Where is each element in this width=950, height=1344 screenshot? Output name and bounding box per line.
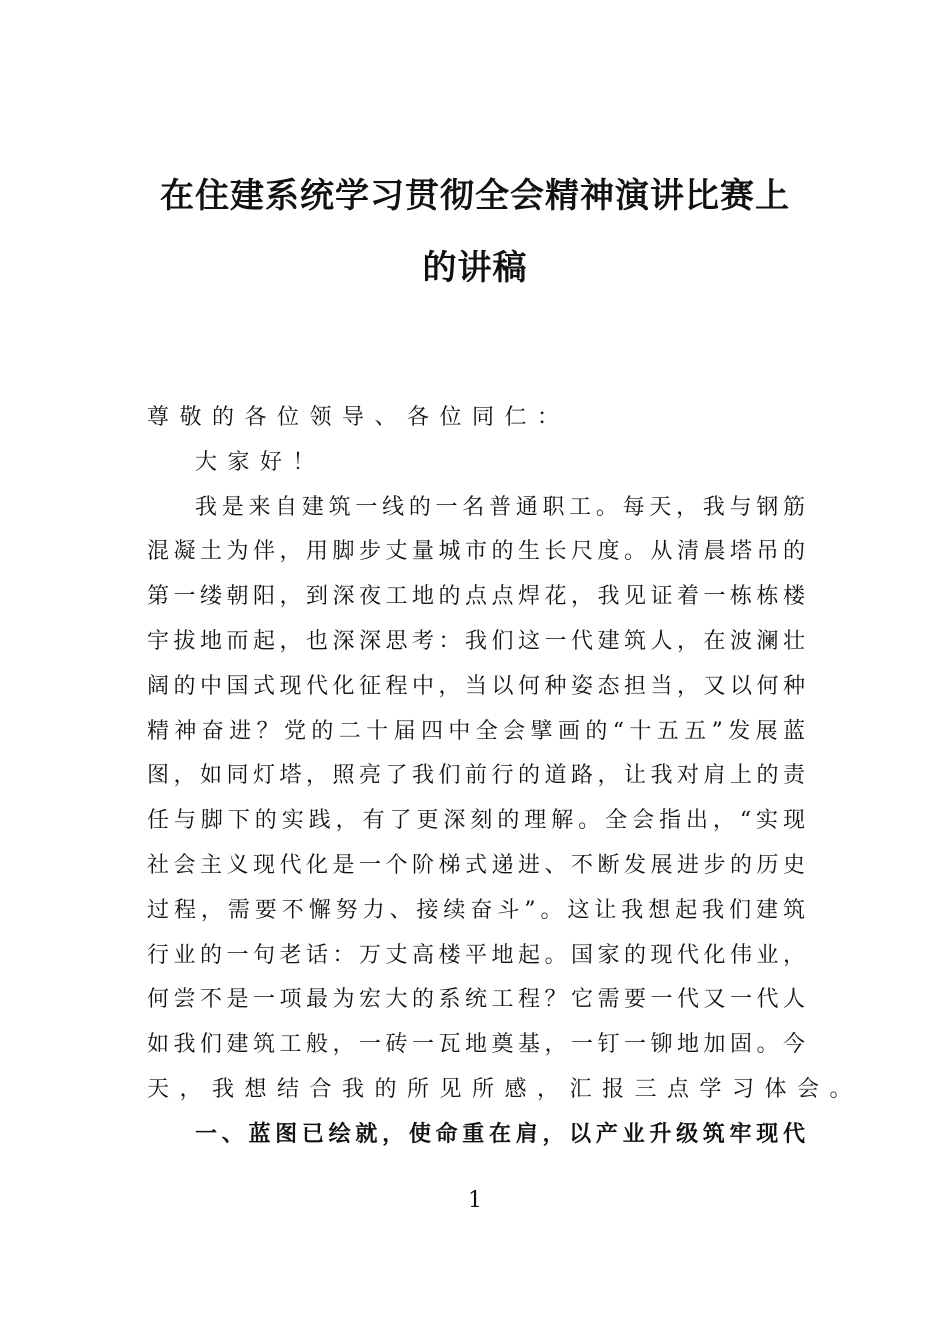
- paragraph-line: 阔的中国式现代化征程中，当以何种姿态担当，又以何种: [147, 673, 805, 699]
- document-body: [147, 396, 863, 1158]
- paragraph-1: [147, 486, 863, 1113]
- paragraph-line: 过程，需要不懈努力、接续奋斗”。这让我想起我们建筑: [147, 897, 805, 923]
- page-number: 1: [468, 1188, 482, 1213]
- greeting: 大家好！: [195, 449, 326, 475]
- paragraph-line: 天，我想结合我的所见所感，汇报三点学习体会。: [147, 1076, 863, 1102]
- document-title-line-1: 在住建系统学习贯彻全会精神演讲比赛上: [160, 176, 790, 216]
- paragraph-line: 行业的一句老话：万丈高楼平地起。国家的现代化伟业，: [147, 942, 805, 968]
- section-heading-1: 一、蓝图已绘就，使命重在肩，以产业升级筑牢现代: [195, 1121, 805, 1147]
- paragraph-line: 图，如同灯塔，照亮了我们前行的道路，让我对肩上的责: [147, 763, 805, 789]
- paragraph-line: 何尝不是一项最为宏大的系统工程？它需要一代又一代人: [147, 987, 805, 1013]
- document-title-line-2: 的讲稿: [422, 248, 528, 288]
- paragraph-line: 我是来自建筑一线的一名普通职工。每天，我与钢筋: [195, 494, 805, 520]
- paragraph-line: 第一缕朝阳，到深夜工地的点点焊花，我见证着一栋栋楼: [147, 584, 805, 610]
- paragraph-line: 精神奋进？党的二十届四中全会擘画的“十五五”发展蓝: [147, 718, 805, 744]
- paragraph-line: 任与脚下的实践，有了更深刻的理解。全会指出，“实现: [147, 808, 805, 834]
- salutation: 尊敬的各位领导、各位同仁：: [147, 405, 570, 430]
- paragraph-line: 如我们建筑工般，一砖一瓦地奠基，一钉一铆地加固。今: [147, 1032, 805, 1058]
- paragraph-line: 混凝土为伴，用脚步丈量城市的生长尺度。从清晨塔吊的: [147, 539, 805, 565]
- paragraph-line: 社会主义现代化是一个阶梯式递进、不断发展进步的历史: [147, 852, 805, 878]
- paragraph-line: 宇拔地而起，也深深思考：我们这一代建筑人，在波澜壮: [147, 628, 805, 654]
